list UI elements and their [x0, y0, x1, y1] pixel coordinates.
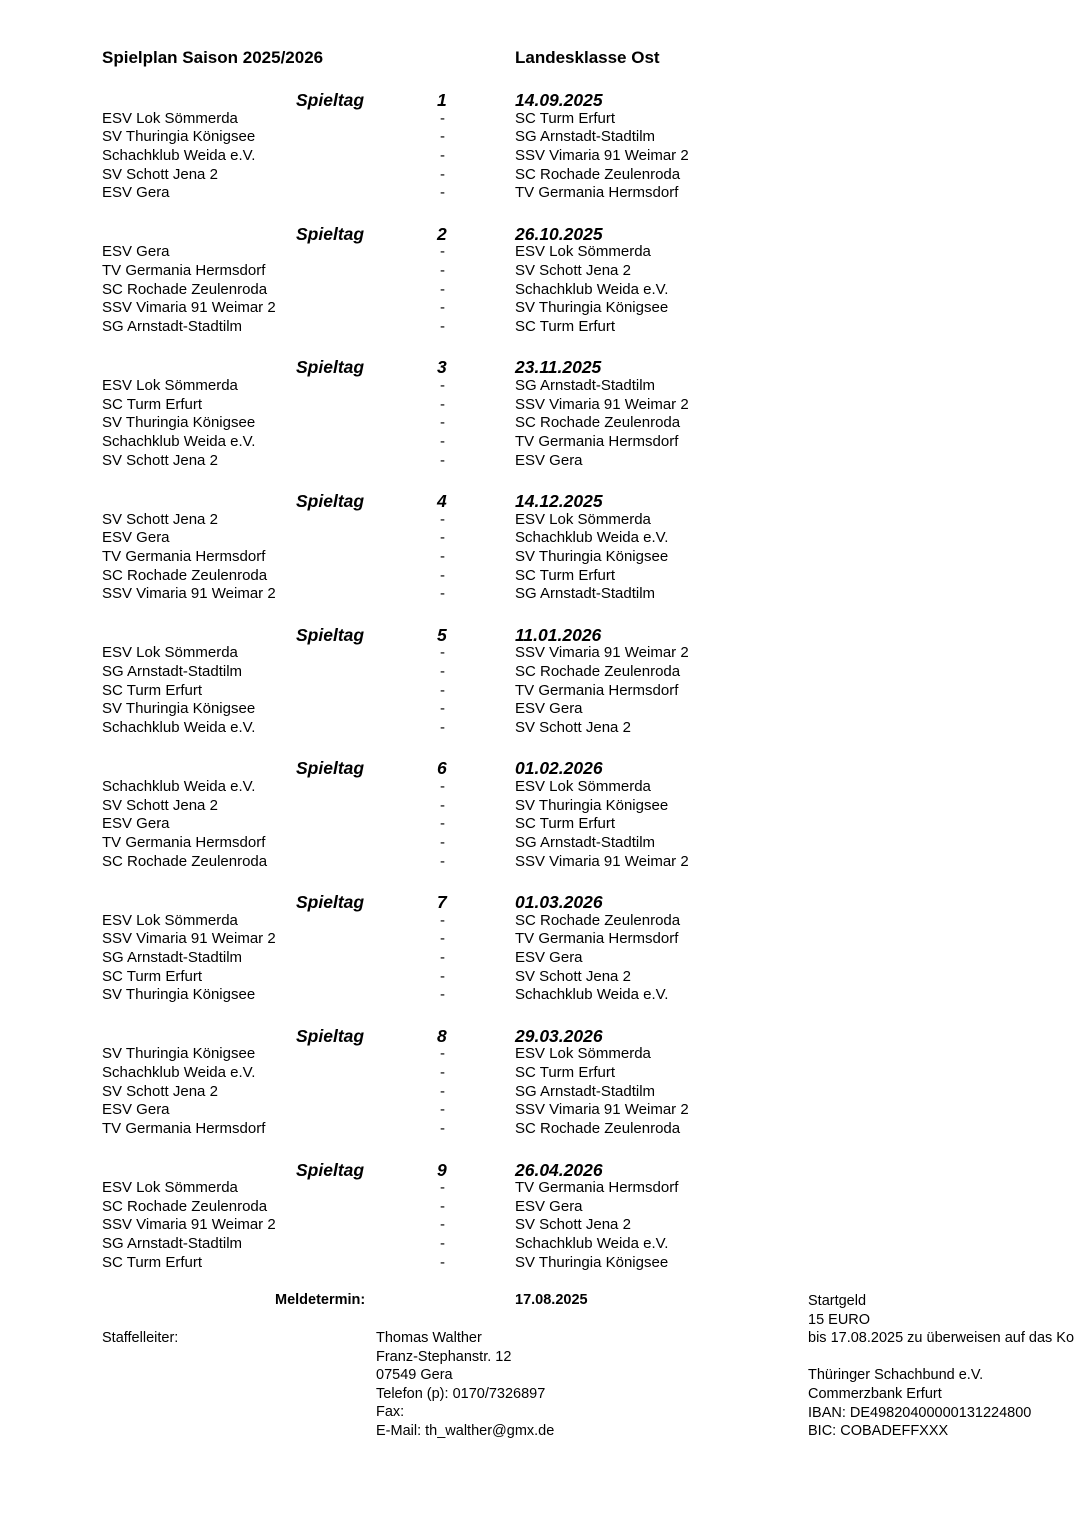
match-row: [0, 281, 1080, 300]
home-team: SV Schott Jena 2: [102, 510, 218, 528]
match-row: [0, 682, 1080, 701]
round-label: Spieltag: [296, 1159, 365, 1180]
match-row: [0, 1235, 1080, 1254]
home-team: SSV Vimaria 91 Weimar 2: [102, 1216, 276, 1234]
match-separator: -: [440, 1253, 445, 1271]
home-team: Schachklub Weida e.V.: [102, 432, 256, 450]
meldetermin-date: 17.08.2025: [515, 1292, 588, 1308]
round-number: 6: [437, 758, 447, 779]
home-team: SC Turm Erfurt: [102, 681, 203, 699]
home-team: SV Schott Jena 2: [102, 165, 218, 183]
match-separator: -: [440, 1197, 445, 1215]
match-row: [0, 548, 1080, 567]
fee-bic: BIC: COBADEFFXXX: [808, 1423, 949, 1440]
round-date: 26.04.2026: [515, 1159, 603, 1180]
round-number: 1: [437, 90, 447, 110]
round-number: 3: [437, 357, 447, 378]
round-label: Spieltag: [296, 90, 365, 110]
away-team: Schachklub Weida e.V.: [515, 280, 669, 298]
away-team: SC Rochade Zeulenroda: [515, 911, 681, 929]
round-block: [0, 357, 1080, 491]
contact-street: Franz-Stephanstr. 12: [376, 1348, 512, 1365]
home-team: ESV Lok Sömmerda: [102, 109, 238, 127]
round-label: Spieltag: [296, 758, 365, 779]
away-team: Schachklub Weida e.V.: [515, 986, 669, 1004]
match-row: [0, 719, 1080, 738]
contact-email: E-Mail: th_walther@gmx.de: [376, 1422, 555, 1439]
home-team: SC Rochade Zeulenroda: [102, 1197, 268, 1215]
home-team: ESV Lok Sömmerda: [102, 644, 238, 662]
fee-recipient: Thüringer Schachbund e.V.: [808, 1367, 984, 1384]
away-team: ESV Lok Sömmerda: [515, 1045, 651, 1063]
home-team: ESV Lok Sömmerda: [102, 911, 238, 929]
away-team: SC Rochade Zeulenroda: [515, 662, 681, 680]
match-separator: -: [440, 911, 445, 929]
away-team: SSV Vimaria 91 Weimar 2: [515, 852, 689, 870]
away-team: TV Germania Hermsdorf: [515, 432, 679, 450]
match-row: [0, 1198, 1080, 1217]
page-title: Spielplan Saison 2025/2026: [102, 48, 324, 67]
round-number: 7: [437, 892, 447, 913]
round-date: 14.09.2025: [515, 90, 603, 110]
match-separator: -: [440, 815, 445, 833]
match-row: [0, 644, 1080, 663]
round-date: 26.10.2025: [515, 223, 603, 244]
match-row: [0, 262, 1080, 281]
match-separator: -: [440, 280, 445, 298]
match-row: [0, 700, 1080, 719]
home-team: SV Thuringia Königsee: [102, 1045, 256, 1063]
meldetermin-label: Meldetermin:: [275, 1292, 366, 1308]
schedule: [0, 90, 1080, 1293]
home-team: Schachklub Weida e.V.: [102, 1064, 256, 1081]
round-date: 29.03.2026: [515, 1025, 603, 1046]
away-team: ESV Gera: [515, 1197, 583, 1215]
away-team: Schachklub Weida e.V.: [515, 1235, 669, 1253]
match-row: [0, 511, 1080, 530]
away-team: SG Arnstadt-Stadtilm: [515, 376, 656, 394]
match-separator: -: [440, 1082, 445, 1100]
home-team: SC Turm Erfurt: [102, 1253, 203, 1271]
away-team: Schachklub Weida e.V.: [515, 529, 669, 547]
away-team: ESV Lok Sömmerda: [515, 243, 651, 261]
match-separator: -: [440, 547, 445, 565]
away-team: SG Arnstadt-Stadtilm: [515, 585, 656, 603]
home-team: SG Arnstadt-Stadtilm: [102, 949, 243, 967]
match-separator: -: [440, 796, 445, 814]
match-separator: -: [440, 414, 445, 432]
home-team: TV Germania Hermsdorf: [102, 261, 266, 279]
away-team: SC Turm Erfurt: [515, 566, 616, 584]
away-team: SSV Vimaria 91 Weimar 2: [515, 644, 689, 662]
round-label: Spieltag: [296, 1025, 365, 1046]
home-team: SG Arnstadt-Stadtilm: [102, 662, 243, 680]
match-separator: -: [440, 184, 445, 202]
home-team: SC Rochade Zeulenroda: [102, 852, 268, 870]
away-team: ESV Gera: [515, 451, 583, 469]
away-team: SV Schott Jena 2: [515, 719, 631, 737]
home-team: SV Schott Jena 2: [102, 1082, 218, 1100]
home-team: Schachklub Weida e.V.: [102, 719, 256, 737]
match-row: [0, 318, 1080, 337]
home-team: SV Thuringia Königsee: [102, 700, 256, 718]
round-block: [0, 491, 1080, 625]
match-row: [0, 853, 1080, 872]
away-team: SV Schott Jena 2: [515, 967, 631, 985]
match-row: [0, 128, 1080, 147]
match-separator: -: [440, 529, 445, 547]
away-team: SC Rochade Zeulenroda: [515, 1120, 681, 1138]
round-block: [0, 224, 1080, 358]
contact-block: [376, 1329, 554, 1441]
match-row: [0, 1045, 1080, 1064]
away-team: TV Germania Hermsdorf: [515, 1179, 679, 1196]
match-row: [0, 912, 1080, 931]
match-separator: -: [440, 165, 445, 183]
home-team: SV Thuringia Königsee: [102, 128, 256, 146]
match-row: [0, 1254, 1080, 1273]
match-separator: -: [440, 585, 445, 603]
home-team: SC Turm Erfurt: [102, 967, 203, 985]
match-separator: -: [440, 395, 445, 413]
home-team: TV Germania Hermsdorf: [102, 1120, 266, 1138]
match-separator: -: [440, 1120, 445, 1138]
match-row: [0, 110, 1080, 129]
match-separator: -: [440, 967, 445, 985]
round-number: 2: [437, 223, 447, 244]
home-team: SG Arnstadt-Stadtilm: [102, 317, 243, 335]
match-row: [0, 166, 1080, 185]
home-team: ESV Gera: [102, 184, 170, 202]
round-number: 8: [437, 1025, 447, 1046]
match-separator: -: [440, 986, 445, 1004]
match-separator: -: [440, 852, 445, 870]
match-separator: -: [440, 510, 445, 528]
match-separator: -: [440, 128, 445, 146]
match-row: [0, 1179, 1080, 1198]
match-separator: -: [440, 1064, 445, 1081]
home-team: SSV Vimaria 91 Weimar 2: [102, 585, 276, 603]
round-block: [0, 90, 1080, 224]
match-row: [0, 778, 1080, 797]
match-separator: -: [440, 1235, 445, 1253]
match-row: [0, 585, 1080, 604]
away-team: SSV Vimaria 91 Weimar 2: [515, 1101, 689, 1119]
home-team: SV Schott Jena 2: [102, 451, 218, 469]
match-row: [0, 529, 1080, 548]
match-separator: -: [440, 376, 445, 394]
round-block: [0, 1160, 1080, 1294]
contact-name: Thomas Walther: [376, 1330, 482, 1346]
home-team: SSV Vimaria 91 Weimar 2: [102, 930, 276, 948]
match-row: [0, 396, 1080, 415]
contact-phone: Telefon (p): 0170/7326897: [376, 1385, 546, 1402]
match-separator: -: [440, 146, 445, 164]
match-row: [0, 1120, 1080, 1139]
away-team: SV Schott Jena 2: [515, 261, 631, 279]
home-team: ESV Gera: [102, 243, 170, 261]
match-row: [0, 299, 1080, 318]
match-separator: -: [440, 1045, 445, 1063]
away-team: SC Turm Erfurt: [515, 109, 616, 127]
home-team: ESV Gera: [102, 1101, 170, 1119]
match-row: [0, 184, 1080, 203]
match-row: [0, 1064, 1080, 1083]
away-team: SC Rochade Zeulenroda: [515, 165, 681, 183]
away-team: SG Arnstadt-Stadtilm: [515, 1082, 656, 1100]
round-date: 14.12.2025: [515, 491, 603, 512]
match-separator: -: [440, 681, 445, 699]
match-row: [0, 986, 1080, 1005]
home-team: SC Turm Erfurt: [102, 395, 203, 413]
match-separator: -: [440, 317, 445, 335]
round-label: Spieltag: [296, 624, 365, 645]
away-team: ESV Lok Sömmerda: [515, 510, 651, 528]
away-team: ESV Gera: [515, 700, 583, 718]
home-team: SV Thuringia Königsee: [102, 414, 256, 432]
match-separator: -: [440, 1179, 445, 1196]
match-separator: -: [440, 299, 445, 317]
match-separator: -: [440, 451, 445, 469]
away-team: SG Arnstadt-Stadtilm: [515, 128, 656, 146]
home-team: ESV Lok Sömmerda: [102, 1179, 238, 1196]
match-separator: -: [440, 109, 445, 127]
round-label: Spieltag: [296, 892, 365, 913]
match-separator: -: [440, 243, 445, 261]
match-row: [0, 147, 1080, 166]
fee-transfer-note: bis 17.08.2025 zu überweisen auf das Ko: [808, 1330, 1075, 1347]
match-row: [0, 567, 1080, 586]
away-team: SG Arnstadt-Stadtilm: [515, 834, 656, 852]
home-team: ESV Gera: [102, 815, 170, 833]
home-team: TV Germania Hermsdorf: [102, 547, 266, 565]
home-team: SG Arnstadt-Stadtilm: [102, 1235, 243, 1253]
round-date: 01.03.2026: [515, 892, 603, 913]
away-team: SV Thuringia Königsee: [515, 299, 669, 317]
match-row: [0, 243, 1080, 262]
home-team: TV Germania Hermsdorf: [102, 834, 266, 852]
round-label: Spieltag: [296, 357, 365, 378]
league-title: Landesklasse Ost: [515, 48, 660, 67]
home-team: SC Rochade Zeulenroda: [102, 280, 268, 298]
match-separator: -: [440, 1101, 445, 1119]
round-block: [0, 758, 1080, 892]
match-separator: -: [440, 662, 445, 680]
round-block: [0, 625, 1080, 759]
round-date: 23.11.2025: [515, 357, 602, 378]
away-team: SV Thuringia Königsee: [515, 547, 669, 565]
match-separator: -: [440, 261, 445, 279]
match-separator: -: [440, 432, 445, 450]
away-team: TV Germania Hermsdorf: [515, 681, 679, 699]
match-row: [0, 930, 1080, 949]
match-separator: -: [440, 777, 445, 795]
away-team: SC Rochade Zeulenroda: [515, 414, 681, 432]
home-team: SV Schott Jena 2: [102, 796, 218, 814]
away-team: SV Thuringia Königsee: [515, 796, 669, 814]
fee-iban: IBAN: DE49820400000131224800: [808, 1404, 1032, 1421]
away-team: SV Thuringia Königsee: [515, 1253, 669, 1271]
away-team: TV Germania Hermsdorf: [515, 184, 679, 202]
round-number: 4: [437, 491, 447, 512]
home-team: SSV Vimaria 91 Weimar 2: [102, 299, 276, 317]
round-date: 11.01.2026: [515, 624, 602, 645]
fee-bank: Commerzbank Erfurt: [808, 1385, 942, 1402]
home-team: Schachklub Weida e.V.: [102, 146, 256, 164]
match-separator: -: [440, 566, 445, 584]
match-row: [0, 815, 1080, 834]
fee-amount: 15 EURO: [808, 1311, 871, 1328]
away-team: ESV Gera: [515, 949, 583, 967]
match-row: [0, 949, 1080, 968]
match-row: [0, 452, 1080, 471]
match-row: [0, 1101, 1080, 1120]
match-row: [0, 834, 1080, 853]
round-date: 01.02.2026: [515, 758, 603, 779]
match-row: [0, 797, 1080, 816]
round-label: Spieltag: [296, 491, 365, 512]
match-row: [0, 1083, 1080, 1102]
staffelleiter-label: Staffelleiter:: [102, 1330, 179, 1346]
fee-label: Startgeld: [808, 1293, 867, 1309]
match-separator: -: [440, 700, 445, 718]
match-row: [0, 1216, 1080, 1235]
fee-block: [808, 1292, 1074, 1441]
match-separator: -: [440, 834, 445, 852]
home-team: Schachklub Weida e.V.: [102, 777, 256, 795]
round-label: Spieltag: [296, 223, 365, 244]
match-separator: -: [440, 949, 445, 967]
match-row: [0, 663, 1080, 682]
round-block: [0, 1026, 1080, 1160]
contact-city: 07549 Gera: [376, 1367, 453, 1384]
away-team: SC Turm Erfurt: [515, 815, 616, 833]
away-team: SSV Vimaria 91 Weimar 2: [515, 146, 689, 164]
round-block: [0, 892, 1080, 1026]
home-team: SV Thuringia Königsee: [102, 986, 256, 1004]
away-team: SC Turm Erfurt: [515, 1064, 616, 1081]
home-team: SC Rochade Zeulenroda: [102, 566, 268, 584]
match-row: [0, 433, 1080, 452]
away-team: SSV Vimaria 91 Weimar 2: [515, 395, 689, 413]
match-row: [0, 377, 1080, 396]
contact-fax: Fax:: [376, 1404, 405, 1421]
match-separator: -: [440, 644, 445, 662]
away-team: SV Schott Jena 2: [515, 1216, 631, 1234]
match-row: [0, 968, 1080, 987]
match-separator: -: [440, 930, 445, 948]
match-separator: -: [440, 719, 445, 737]
round-number: 9: [437, 1159, 447, 1180]
home-team: ESV Gera: [102, 529, 170, 547]
away-team: SC Turm Erfurt: [515, 317, 616, 335]
match-row: [0, 414, 1080, 433]
away-team: TV Germania Hermsdorf: [515, 930, 679, 948]
away-team: ESV Lok Sömmerda: [515, 777, 651, 795]
match-separator: -: [440, 1216, 445, 1234]
round-number: 5: [437, 624, 447, 645]
home-team: ESV Lok Sömmerda: [102, 376, 238, 394]
